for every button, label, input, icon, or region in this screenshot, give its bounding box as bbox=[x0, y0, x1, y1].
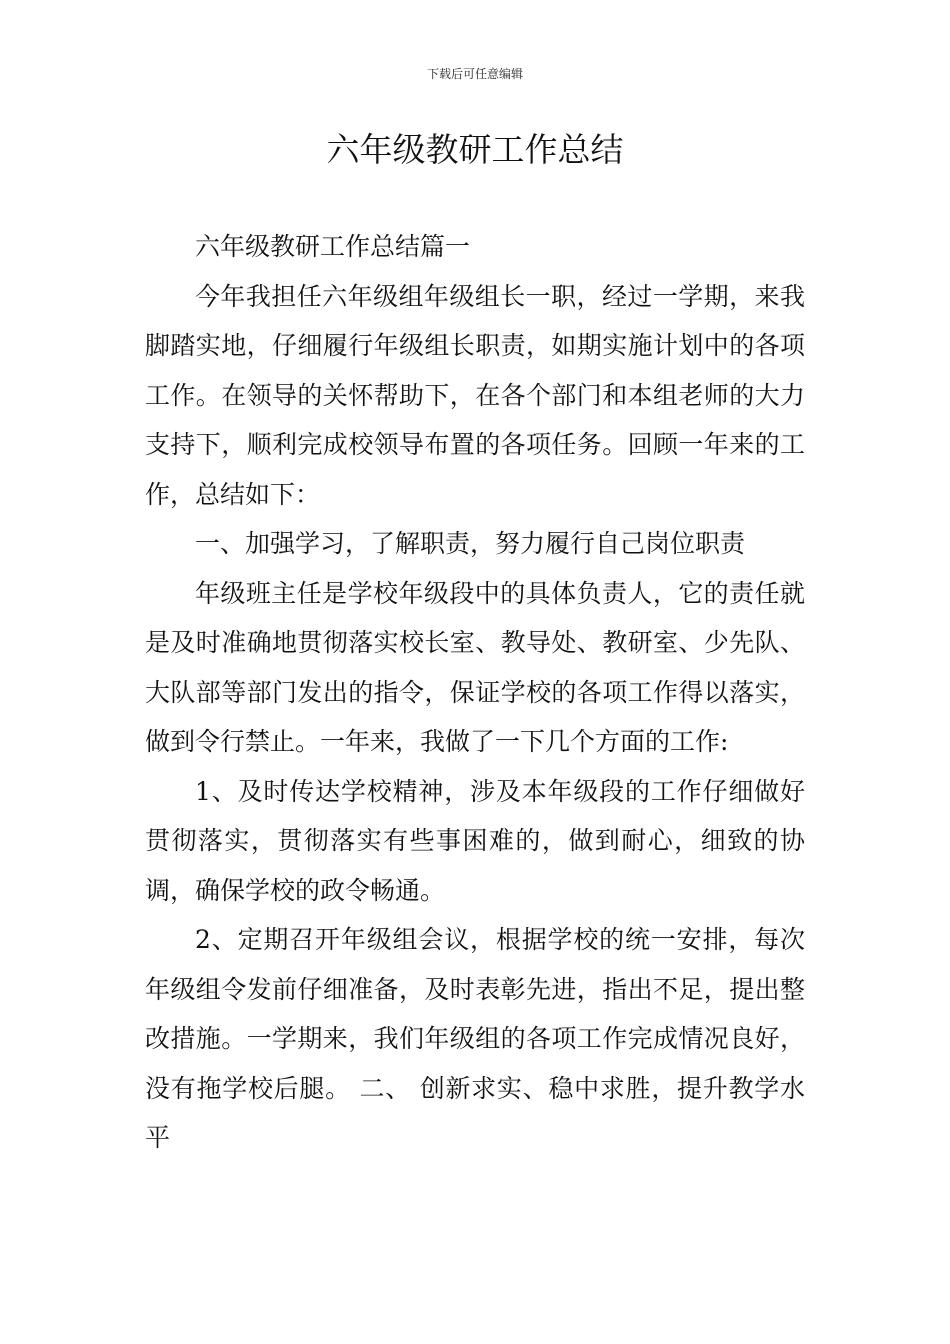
item-2-paragraph: 2、定期召开年级组会议，根据学校的统一安排，每次年级组令发前仔细准备，及时表彰先进，指出不足，提出整改措施。一学期来，我们年级组的各项工作完成情况良好，没有拖学校后腿。 二、 创新求实、稳中求胜，提升教学水平 bbox=[145, 925, 805, 1152]
responsibility-paragraph: 年级班主任是学校年级段中的具体负责人，它的责任就是及时准确地贯彻落实校长室、教导处、教研室、少先队、大队部等部门发出的指令，保证学校的各项工作得以落实，做到令行禁止。一年来，我做了一下几个方面的工作: bbox=[145, 578, 805, 756]
item-1-paragraph: 1、及时传达学校精神，涉及本年级段的工作仔细做好贯彻落实，贯彻落实有些事困难的，做到耐心，细致的协调，确保学校的政令畅通。 bbox=[145, 776, 805, 905]
document-title: 六年级教研工作总结 bbox=[326, 130, 624, 169]
section-heading: 六年级教研工作总结篇一 bbox=[195, 232, 471, 261]
document-body bbox=[145, 222, 805, 1163]
header-note: 下载后可任意编辑 bbox=[426, 67, 523, 81]
subheading-paragraph: 一、加强学习，了解职责，努力履行自己岗位职责 bbox=[195, 529, 746, 558]
intro-paragraph: 今年我担任六年级组年级组长一职，经过一学期，来我脚踏实地，仔细履行年级组长职责，如期实施计划中的各项工作。在领导的关怀帮助下，在各个部门和本组老师的大力支持下，顺利完成校领导布置的各项任务。回顾一年来的工作，总结如下： bbox=[145, 281, 805, 509]
